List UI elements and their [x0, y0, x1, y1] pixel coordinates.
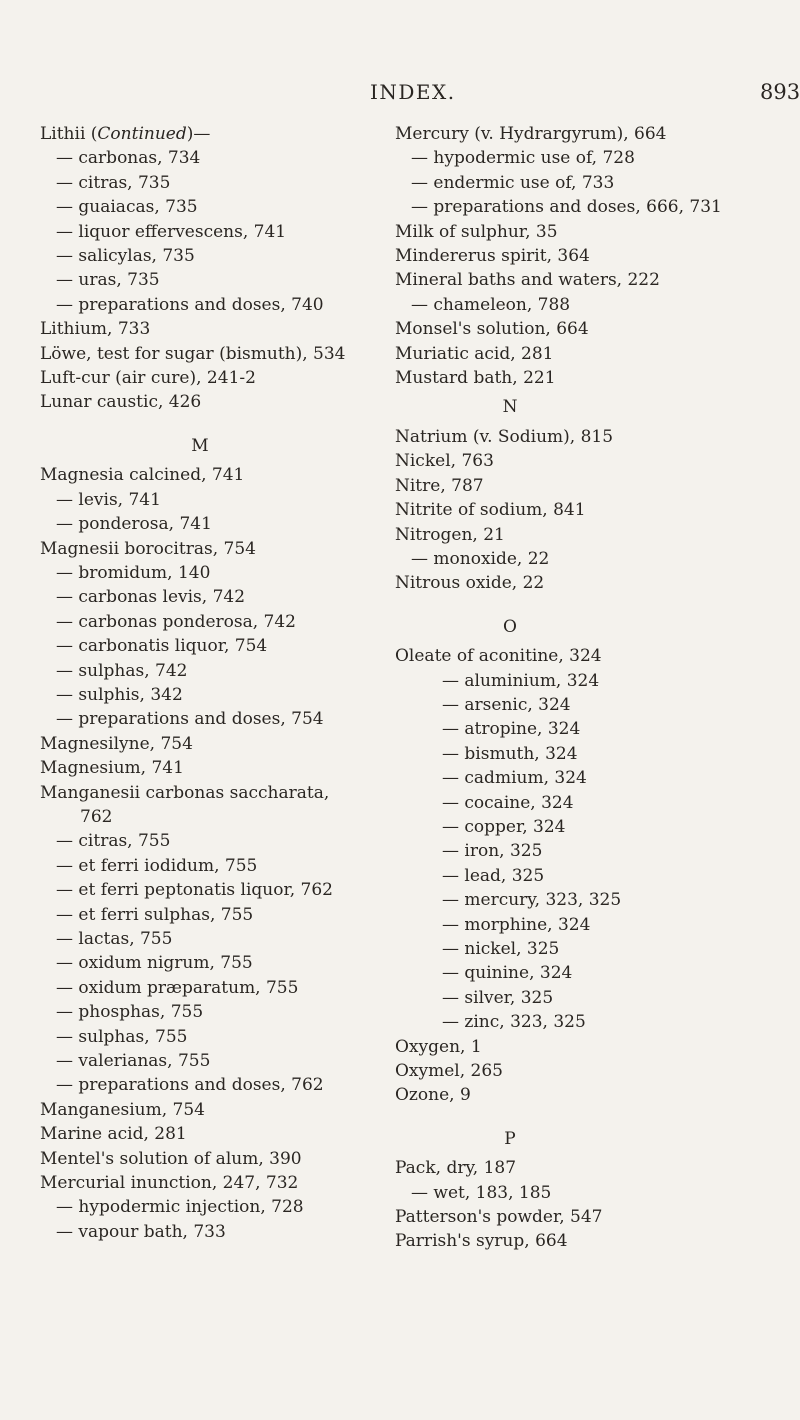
index-entry: Marine acid, 281 — [40, 1124, 187, 1145]
index-entry: — preparations and doses, 754 — [56, 709, 324, 730]
m-entries — [40, 463, 390, 1244]
right-column — [395, 122, 775, 1254]
index-entry: Manganesii carbonas saccharata, — [40, 782, 330, 803]
index-entry: — monoxide, 22 — [411, 548, 550, 569]
index-entry: — morphine, 324 — [442, 914, 591, 935]
index-entry: Nitrite of sodium, 841 — [395, 500, 586, 521]
index-entry: — preparations and doses, 740 — [56, 294, 324, 315]
index-entry: Nickel, 763 — [395, 451, 494, 472]
index-entry: Magnesium, 741 — [40, 758, 184, 779]
index-entry: Löwe, test for sugar (bismuth), 534 — [40, 343, 346, 364]
index-entry: — citras, 735 — [56, 172, 171, 193]
index-entry: Oxymel, 265 — [395, 1061, 504, 1082]
index-entry: — arsenic, 324 — [442, 694, 571, 715]
index-entry: — oxidum præparatum, 755 — [56, 977, 299, 998]
index-entry: — et ferri peptonatis liquor, 762 — [56, 880, 333, 901]
index-entry: Pack, dry, 187 — [395, 1158, 517, 1179]
index-entry: — carbonas levis, 742 — [56, 587, 246, 608]
index-entry: — silver, 325 — [442, 987, 554, 1008]
index-entry: — salicylas, 735 — [56, 246, 195, 267]
lithii-subentries — [40, 146, 390, 317]
index-entry: — iron, 325 — [442, 841, 543, 862]
o-entries — [395, 644, 775, 1108]
index-entry: Ozone, 9 — [395, 1085, 471, 1106]
index-entry: Luft-cur (air cure), 241-2 — [40, 368, 256, 389]
index-entry: Oxygen, 1 — [395, 1036, 482, 1057]
left-column — [40, 122, 390, 1244]
index-entry: — endermic use of, 733 — [411, 172, 615, 193]
page-header — [0, 80, 800, 110]
index-entry-lithii — [40, 122, 390, 146]
index-entry: — copper, 324 — [442, 816, 566, 837]
index-entry: Natrium (v. Sodium), 815 — [395, 426, 614, 447]
index-entry: — hypodermic use of, 728 — [411, 148, 635, 169]
index-entry: Monsel's solution, 664 — [395, 319, 589, 340]
index-entry: — bromidum, 140 — [56, 562, 211, 583]
index-entry: Magnesia calcined, 741 — [40, 465, 245, 486]
index-entry: — sulphas, 742 — [56, 660, 188, 681]
index-entry: Patterson's powder, 547 — [395, 1207, 603, 1228]
index-entry: Milk of sulphur, 35 — [395, 221, 558, 242]
index-entry: — cocaine, 324 — [442, 792, 574, 813]
index-entry: — bismuth, 324 — [442, 743, 578, 764]
index-entry: — carbonas, 734 — [56, 148, 201, 169]
lithii-head-tail: )— — [186, 124, 211, 144]
index-entry: — liquor effervescens, 741 — [56, 221, 287, 242]
index-entry: — carbonatis liquor, 754 — [56, 636, 268, 657]
lithii-head: Lithii ( — [40, 124, 98, 144]
index-entry: — lead, 325 — [442, 865, 545, 886]
index-entry: — phosphas, 755 — [56, 1002, 204, 1023]
index-entry: Nitrous oxide, 22 — [395, 573, 545, 594]
section-letter-n: N — [502, 397, 518, 418]
section-letter-p: P — [504, 1128, 516, 1149]
index-entry: Parrish's syrup, 664 — [395, 1231, 568, 1252]
index-entry: — guaiacas, 735 — [56, 197, 198, 218]
index-entry: — preparations and doses, 762 — [56, 1075, 324, 1096]
index-entry: — valerianas, 755 — [56, 1051, 211, 1072]
index-entry: — carbonas ponderosa, 742 — [56, 611, 297, 632]
index-entry: — hypodermic injection, 728 — [56, 1197, 304, 1218]
index-entry: — mercury, 323, 325 — [442, 890, 622, 911]
index-entry: — et ferri iodidum, 755 — [56, 855, 258, 876]
index-entry: — et ferri sulphas, 755 — [56, 904, 254, 925]
index-entry: — sulphas, 755 — [56, 1026, 188, 1047]
index-entry: — wet, 183, 185 — [411, 1182, 552, 1203]
m-entries-continued — [395, 122, 775, 390]
index-entry: Mindererus spirit, 364 — [395, 246, 590, 267]
index-entry: Muriatic acid, 281 — [395, 343, 554, 364]
continued-label: Continued — [97, 124, 187, 144]
index-entry: Magnesilyne, 754 — [40, 733, 193, 754]
index-entry: — quinine, 324 — [442, 963, 573, 984]
n-entries — [395, 425, 775, 596]
index-entry: — nickel, 325 — [442, 939, 560, 959]
index-entry: — sulphis, 342 — [56, 684, 183, 705]
index-entry: — cadmium, 324 — [442, 768, 587, 789]
index-entry: Mentel's solution of alum, 390 — [40, 1148, 302, 1169]
index-entry: Mustard bath, 221 — [395, 368, 556, 389]
section-letter-o: O — [503, 616, 517, 637]
index-entry: — ponderosa, 741 — [56, 514, 212, 535]
index-entry: — oxidum nigrum, 755 — [56, 953, 253, 974]
section-letter-m: M — [191, 435, 209, 456]
index-entry: Nitrogen, 21 — [395, 524, 505, 545]
l-entries — [40, 317, 390, 415]
index-entry: Nitre, 787 — [395, 475, 484, 496]
index-entry: — atropine, 324 — [442, 719, 581, 740]
index-entry: Magnesii borocitras, 754 — [40, 538, 256, 559]
index-entry: Lunar caustic, 426 — [40, 392, 202, 413]
index-entry: — citras, 755 — [56, 831, 171, 852]
index-entry: — vapour bath, 733 — [56, 1221, 226, 1242]
index-entry: Manganesium, 754 — [40, 1099, 206, 1120]
index-entry: Lithium, 733 — [40, 319, 151, 340]
index-entry: — levis, 741 — [56, 489, 161, 510]
index-entry: — zinc, 323, 325 — [442, 1012, 586, 1033]
index-entry: — uras, 735 — [56, 270, 160, 291]
index-entry: — aluminium, 324 — [442, 670, 600, 691]
page-title: INDEX. — [370, 80, 456, 104]
p-entries — [395, 1156, 775, 1254]
index-entry: Mineral baths and waters, 222 — [395, 270, 660, 291]
index-entry: — chameleon, 788 — [411, 294, 571, 315]
page-number: 893 — [760, 80, 800, 104]
index-entry: 762 — [80, 806, 113, 827]
index-entry: — lactas, 755 — [56, 929, 173, 949]
index-entry: Oleate of aconitine, 324 — [395, 646, 602, 667]
index-entry: Mercury (v. Hydrargyrum), 664 — [395, 124, 667, 144]
index-entry: Mercurial inunction, 247, 732 — [40, 1173, 299, 1194]
index-entry: — preparations and doses, 666, 731 — [411, 197, 722, 218]
